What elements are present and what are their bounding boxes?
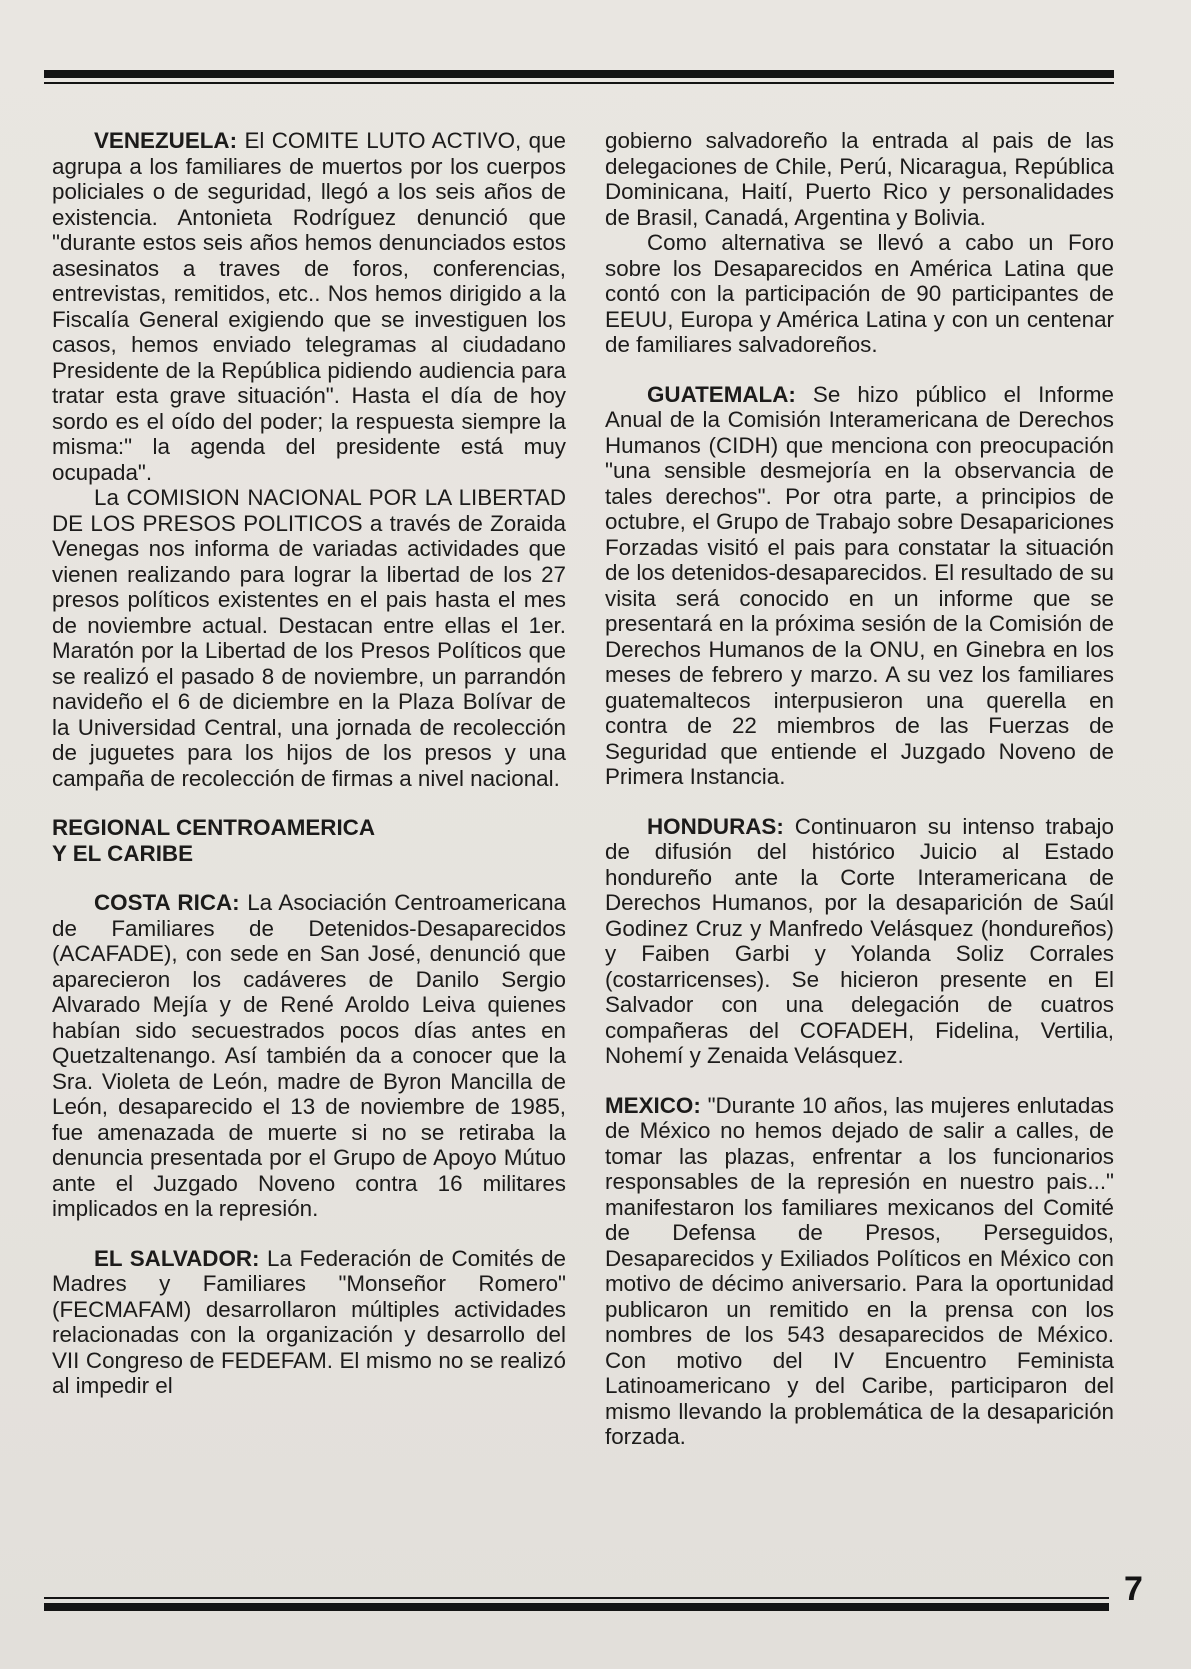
guatemala-text: Se hizo público el Informe Anual de la Comisión Interamericana de Derechos Humanos (CIDH) que menciona con preocupación "una sensible desmejoría en la observancia de tales derechos". Por otra parte, a principios de octubre, el Grupo de Trabajo sobre Desapariciones Forzadas visitó el pais para constatar la situación de los detenidos-desaparecidos. El resultado de su visita será conocido en un informe que se presentará en la próxima sesión de la Comisión de Derechos Humanos de la ONU, en Ginebra en los meses de febrero y marzo. A su vez los familiares guatemaltecos interpusieron una querella en contra de 22 miembros de las Fuerzas de Seguridad que entiende el Juzgado Noveno de Primera Instancia. bbox=[605, 381, 1114, 789]
costa-rica-text: La Asociación Centroamericana de Familiares de Detenidos-Desaparecidos (ACAFADE), con sede en San José, denunció que aparecieron los cadáveres de Danilo Sergio Alvarado Mejía y de René Aroldo Leiva quienes habían sido secuestrados pocos días antes en Quetzaltenango. Así también da a conocer que la Sra. Violeta de León, madre de Byron Mancilla de León, desaparecido el 13 de noviembre de 1985, fue amenazada de muerte si no se retiraba la denuncia presentada por el Grupo de Apoyo Mútuo ante el Juzgado Noveno contra 16 militares implicados en la represión. bbox=[52, 890, 566, 1221]
venezuela-keyword: VENEZUELA: bbox=[94, 128, 238, 153]
spacer bbox=[605, 358, 1114, 382]
mexico-text: "Durante 10 años, las mujeres enlutadas de México no hemos dejado de salir a calles, de tomar las plazas, enfrentar a los funcionarios responsables de la represión en nuestro pais..." manifestaron los familiares mexicanos del Comité de Defensa de Presos, Perseguidos, Desaparecidos y Exiliados Políticos en México con motivo de décimo aniversario. Para la oportunidad publicaron un remitido en la prensa con los nombres de los 543 desaparecidos de México. Con motivo del IV Encuentro Feminista Latinoamericano y del Caribe, participaron del mismo llevando la problemática de la desaparición forzada. bbox=[605, 1092, 1114, 1449]
foro-paragraph: Como alternativa se llevó a cabo un Foro sobre los Desaparecidos en América Latina que contó con la participación de 90 participantes de EEUU, Europa y América Latina y con un centenar de familiares salvadoreños. bbox=[605, 230, 1114, 357]
comision-paragraph: La COMISION NACIONAL POR LA LIBERTAD DE LOS PRESOS POLITICOS a través de Zoraida Venegas nos informa de variadas actividades que vienen realizando para lograr la libertad de los 27 presos políticos existentes en el pais hasta el mes de noviembre actual. Destacan entre ellas el 1er. Maratón por la Libertad de los Presos Políticos que se realizó el pasado 8 de noviembre, un parrandón navideño el 6 de diciembre en la Plaza Bolívar de la Universidad Central, una jornada de recolección de juguetes para los hijos de los presos y una campaña de recolección de firmas a nivel nacional. bbox=[52, 485, 566, 791]
costa-rica-paragraph bbox=[52, 890, 566, 1222]
costa-rica-keyword: COSTA RICA: bbox=[94, 890, 240, 915]
spacer bbox=[52, 1222, 566, 1246]
el-salvador-keyword: EL SALVADOR: bbox=[94, 1245, 260, 1271]
honduras-paragraph bbox=[605, 814, 1114, 1069]
honduras-text: Continuaron su intenso trabajo de difusión del histórico Juicio al Estado hondureño ante la Corte Interamericana de Derechos Humanos, por la desaparición de Saúl Godinez Cruz y Manfredo Velásquez (hondureños) y Faiben Garbi y Yolanda Soliz Corrales (costarricenses). Se hicieron presente en El Salvador con una delegación de cuatros compañeras del COFADEH, Fidelina, Vertilia, Nohemí y Zenaida Velásquez. bbox=[605, 813, 1114, 1068]
top-rule-thick bbox=[44, 70, 1114, 78]
bottom-rule-thick bbox=[44, 1603, 1109, 1611]
regional-heading-line1: REGIONAL CENTROAMERICA bbox=[52, 815, 376, 840]
mexico-keyword: MEXICO: bbox=[605, 1092, 701, 1118]
right-column bbox=[605, 128, 1114, 1450]
honduras-keyword: HONDURAS: bbox=[647, 813, 784, 839]
venezuela-text: El COMITE LUTO ACTIVO, que agrupa a los familiares de muertos por los cuerpos policiales o de seguridad, llegó a los seis años de existencia. Antonieta Rodríguez denunció que "durante estos seis años hemos denunciados estos asesinatos a traves de foros, conferencias, entrevistas, remitidos, etc.. Nos hemos dirigido a la Fiscalía General exigiendo que se investiguen los casos, hemos enviado telegramas al ciudadano Presidente de la República pidiendo audiencia para tratar esta grave situación". Hasta el día de hoy sordo es el oído del poder; la respuesta siempre la misma:" la agenda del presidente está muy ocupada". bbox=[52, 128, 566, 485]
left-column bbox=[52, 128, 566, 1399]
spacer bbox=[52, 866, 566, 890]
el-salvador-paragraph bbox=[52, 1246, 566, 1399]
venezuela-paragraph bbox=[52, 128, 566, 485]
bottom-rule-thin bbox=[44, 1597, 1109, 1599]
guatemala-paragraph bbox=[605, 382, 1114, 790]
el-salvador-text: La Federación de Comités de Madres y Familiares "Monseñor Romero" (FECMAFAM) desarrollaron múltiples actividades relacionadas con la organización y desarrollo del VII Congreso de FEDEFAM. El mismo no se realizó al impedir el bbox=[52, 1245, 566, 1398]
el-salvador-continuation: gobierno salvadoreño la entrada al pais de las delegaciones de Chile, Perú, Nicaragua, República Dominicana, Haití, Puerto Rico y personalidades de Brasil, Canadá, Argentina y Bolivia. bbox=[605, 128, 1114, 230]
mexico-paragraph bbox=[605, 1093, 1114, 1450]
page-number: 7 bbox=[1124, 1570, 1143, 1608]
guatemala-keyword: GUATEMALA: bbox=[647, 381, 796, 407]
spacer bbox=[52, 791, 566, 815]
spacer bbox=[605, 1069, 1114, 1093]
spacer bbox=[605, 790, 1114, 814]
top-rule-thin bbox=[44, 82, 1114, 84]
regional-heading-line2: Y EL CARIBE bbox=[52, 840, 194, 866]
